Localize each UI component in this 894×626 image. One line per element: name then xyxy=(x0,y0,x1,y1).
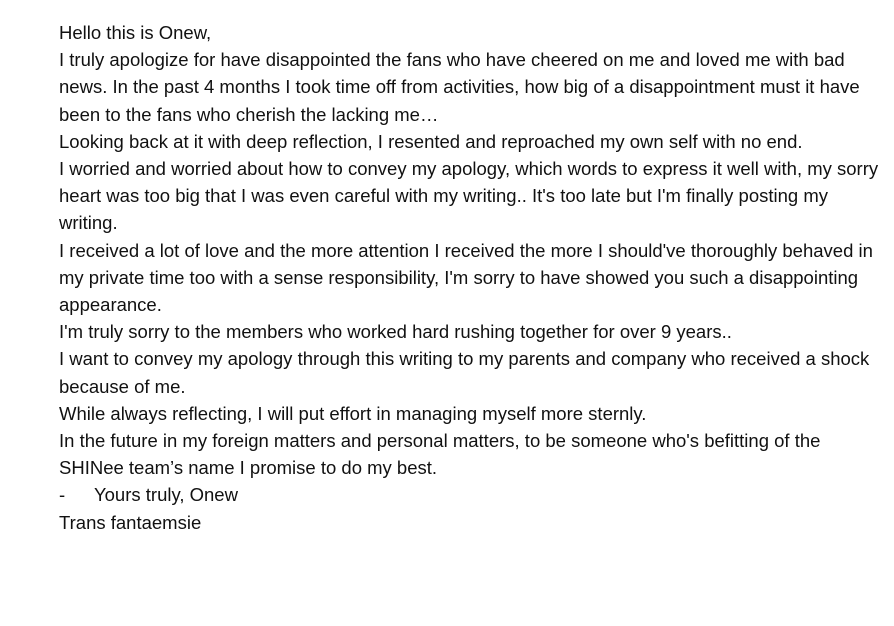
paragraph-members: I'm truly sorry to the members who worked hard rushing together for over 9 years.. xyxy=(59,321,732,343)
paragraph-responsibility: I received a lot of love and the more attention I received the more I should've thoroughly behaved in my private time too with a sense responsibility, I'm sorry to have showed you such a disappointing appearance. xyxy=(59,239,873,316)
paragraph-reflection: Looking back at it with deep reflection, I resented and reproached my own self with no end. xyxy=(59,130,803,152)
paragraph-apology: I truly apologize for have disappointed the fans who have cheered on me and loved me with bad news. In the past 4 months I took time off from activities, how big of a disappointment must it have been to the fans who cherish the lacking me… xyxy=(59,49,860,125)
signoff-text: Yours truly, Onew xyxy=(94,484,238,506)
paragraph-parents-company: I want to convey my apology through this writing to my parents and company who received a shock because of me. xyxy=(59,348,870,397)
signoff xyxy=(59,481,889,508)
paragraph-promise: In the future in my foreign matters and personal matters, to be someone who's befitting of the SHINee team’s name I promise to do my best. xyxy=(59,430,821,479)
signoff-dash: - xyxy=(59,484,66,506)
paragraph-effort: While always reflecting, I will put effort in managing myself more sternly. xyxy=(59,402,647,424)
paragraph-writing: I worried and worried about how to convey my apology, which words to express it well with, my sorry heart was too big that I was even careful with my writing.. It's too late but I'm finally posting my writing. xyxy=(59,158,879,234)
apology-letter xyxy=(59,19,889,536)
translator-credit: Trans fantaemsie xyxy=(59,511,202,533)
greeting: Hello this is Onew, xyxy=(59,22,212,43)
